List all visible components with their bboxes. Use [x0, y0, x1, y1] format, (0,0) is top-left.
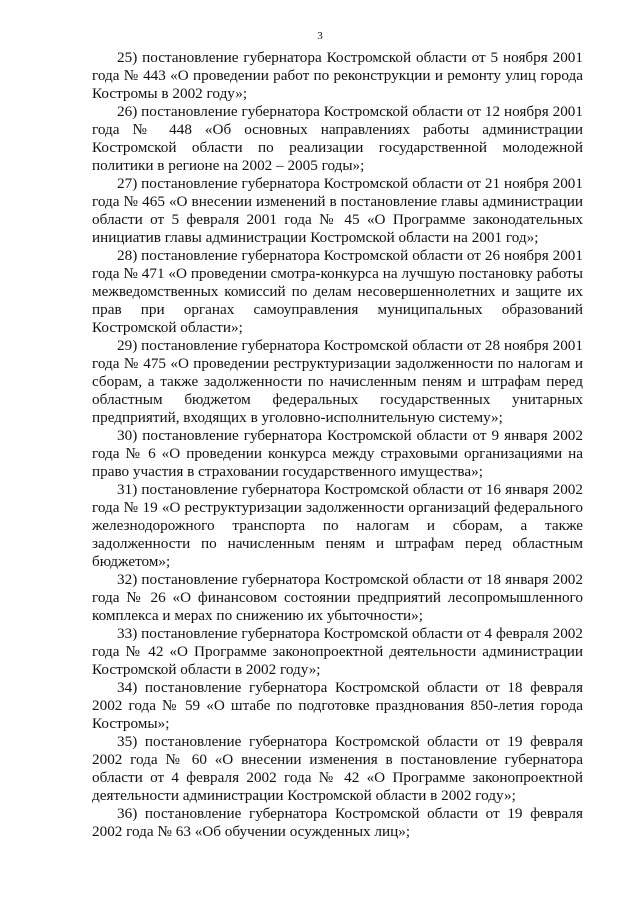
list-item-29: 29) постановление губернатора Костромской области от 28 ноября 2001 года № 475 «О проведении реструктуризации задолженности по налогам и сборам, а также задолженности по начисленным пеням и штрафам перед областным бюджетом федеральных государственных унитарных предприятий, входящих в уголовно-исполнительную систему»;	[92, 337, 583, 426]
document-body	[92, 49, 583, 841]
list-item-27: 27) постановление губернатора Костромской области от 21 ноября 2001 года № 465 «О внесении изменений в постановление главы администрации области от 5 февраля 2001 года № 45 «О Программе законодательных инициатив главы администрации Костромской области на 2001 год»;	[92, 175, 583, 246]
list-item-32: 32) постановление губернатора Костромской области от 18 января 2002 года № 26 «О финансовом состоянии предприятий лесопромышленного комплекса и мерах по снижению их убыточности»;	[92, 571, 583, 624]
list-item-31: 31) постановление губернатора Костромской области от 16 января 2002 года № 19 «О реструктуризации задолженности организаций федерального железнодорожного транспорта по налогам и сборам, а также задолженности по начисленным пеням и штрафам перед областным бюджетом»;	[92, 481, 583, 570]
list-item-26: 26) постановление губернатора Костромской области от 12 ноября 2001 года № 448 «Об основных направлениях работы администрации Костромской области по реализации государственной молодежной политики в регионе на 2002 – 2005 годы»;	[92, 103, 583, 174]
list-item-35: 35) постановление губернатора Костромской области от 19 февраля 2002 года № 60 «О внесении изменения в постановление губернатора области от 4 февраля 2002 года № 42 «О Программе законопроектной деятельности администрации Костромской области в 2002 году»;	[92, 733, 583, 804]
list-item-28: 28) постановление губернатора Костромской области от 26 ноября 2001 года № 471 «О проведении смотра-конкурса на лучшую постановку работы межведомственных комиссий по делам несовершеннолетних и защите их прав при органах самоуправления муниципальных образований Костромской области»;	[92, 247, 583, 336]
list-item-34: 34) постановление губернатора Костромской области от 18 февраля 2002 года № 59 «О штабе по подготовке празднования 850-летия города Костромы»;	[92, 679, 583, 732]
page-number: 3	[317, 30, 323, 42]
list-item-25: 25) постановление губернатора Костромской области от 5 ноября 2001 года № 443 «О проведении работ по реконструкции и ремонту улиц города Костромы в 2002 году»;	[92, 49, 583, 102]
list-item-30: 30) постановление губернатора Костромской области от 9 января 2002 года № 6 «О проведении конкурса между страховыми организациями на право участия в страховании государственного имущества»;	[92, 427, 583, 480]
list-item-33: 33) постановление губернатора Костромской области от 4 февраля 2002 года № 42 «О Программе законопроектной деятельности администрации Костромской области в 2002 году»;	[92, 625, 583, 678]
list-item-36: 36) постановление губернатора Костромской области от 19 февраля 2002 года № 63 «Об обучении осужденных лиц»;	[92, 805, 583, 840]
